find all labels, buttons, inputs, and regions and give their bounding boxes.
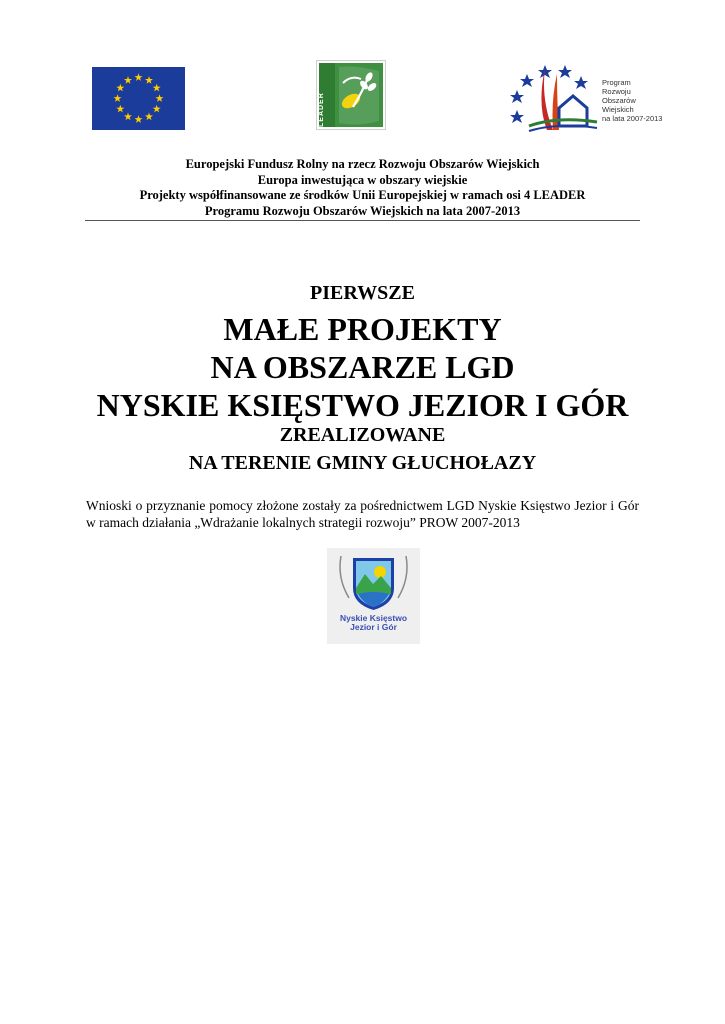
title-line-big: NYSKIE KSIĘSTWO JEZIOR I GÓR [96, 387, 629, 423]
eu-star-icon [156, 94, 164, 102]
title-line-small: PIERWSZE [310, 282, 415, 304]
prow-text-line: Rozwoju [602, 87, 631, 96]
prow-logo-text [602, 78, 662, 123]
title-line-small: NA TERENIE GMINY GŁUCHOŁAZY [188, 452, 537, 474]
lgd-logo [327, 548, 420, 644]
eu-star-icon [114, 94, 122, 102]
eu-star-icon [116, 105, 124, 113]
eu-star-icon [124, 112, 132, 120]
header-line: Europejski Fundusz Rolny na rzecz Rozwoju Obszarów Wiejskich [185, 157, 540, 171]
header-line: Projekty współfinansowane ze środków Unii Europejskiej w ramach osi 4 LEADER [139, 188, 586, 202]
header-divider [85, 220, 640, 221]
prow-text-line: Wiejskich [602, 105, 634, 114]
title-line-big: MAŁE PROJEKTY [223, 311, 502, 347]
document-title [60, 282, 665, 474]
eu-star-icon [145, 76, 153, 84]
eu-star-icon [124, 76, 132, 84]
prow-logo [507, 60, 663, 135]
leader-emblem-icon [317, 61, 385, 129]
eu-star-icon [135, 73, 143, 81]
lgd-caption-line: Nyskie Księstwo [339, 613, 408, 623]
eu-star-icon [135, 115, 143, 123]
prow-text-line: Program [602, 78, 631, 87]
title-line-small: ZREALIZOWANE [279, 424, 446, 446]
eu-star-icon [153, 105, 161, 113]
funding-header [85, 157, 640, 219]
lgd-emblem-icon [327, 548, 420, 614]
logo-strip [0, 60, 725, 140]
prow-text-line: na lata 2007-2013 [602, 114, 663, 123]
prow-text-line: Obszarów [602, 96, 636, 105]
prow-emblem-icon [507, 60, 602, 135]
eu-flag-logo [92, 67, 185, 130]
intro-paragraph: Wnioski o przyznanie pomocy złożone zostały za pośrednictwem LGD Nyskie Księstwo Jezior i Gór w ramach działania „Wdrażanie lokalnych strategii rozwoju” PROW 2007-2013 [86, 498, 639, 530]
eu-stars-icon [92, 67, 185, 130]
title-line-big: NA OBSZARZE LGD [210, 349, 515, 385]
leader-logo-text: LEADER [318, 92, 325, 127]
header-line: Europa inwestująca w obszary wiejskie [257, 172, 468, 187]
eu-star-icon [145, 112, 153, 120]
header-line: Programu Rozwoju Obszarów Wiejskich na lata 2007-2013 [204, 203, 521, 218]
lgd-caption-line: Jezior i Gór [350, 622, 397, 632]
eu-star-icon [153, 84, 161, 92]
lgd-logo-caption [327, 614, 420, 632]
leader-logo [316, 60, 386, 130]
eu-star-icon [116, 84, 124, 92]
